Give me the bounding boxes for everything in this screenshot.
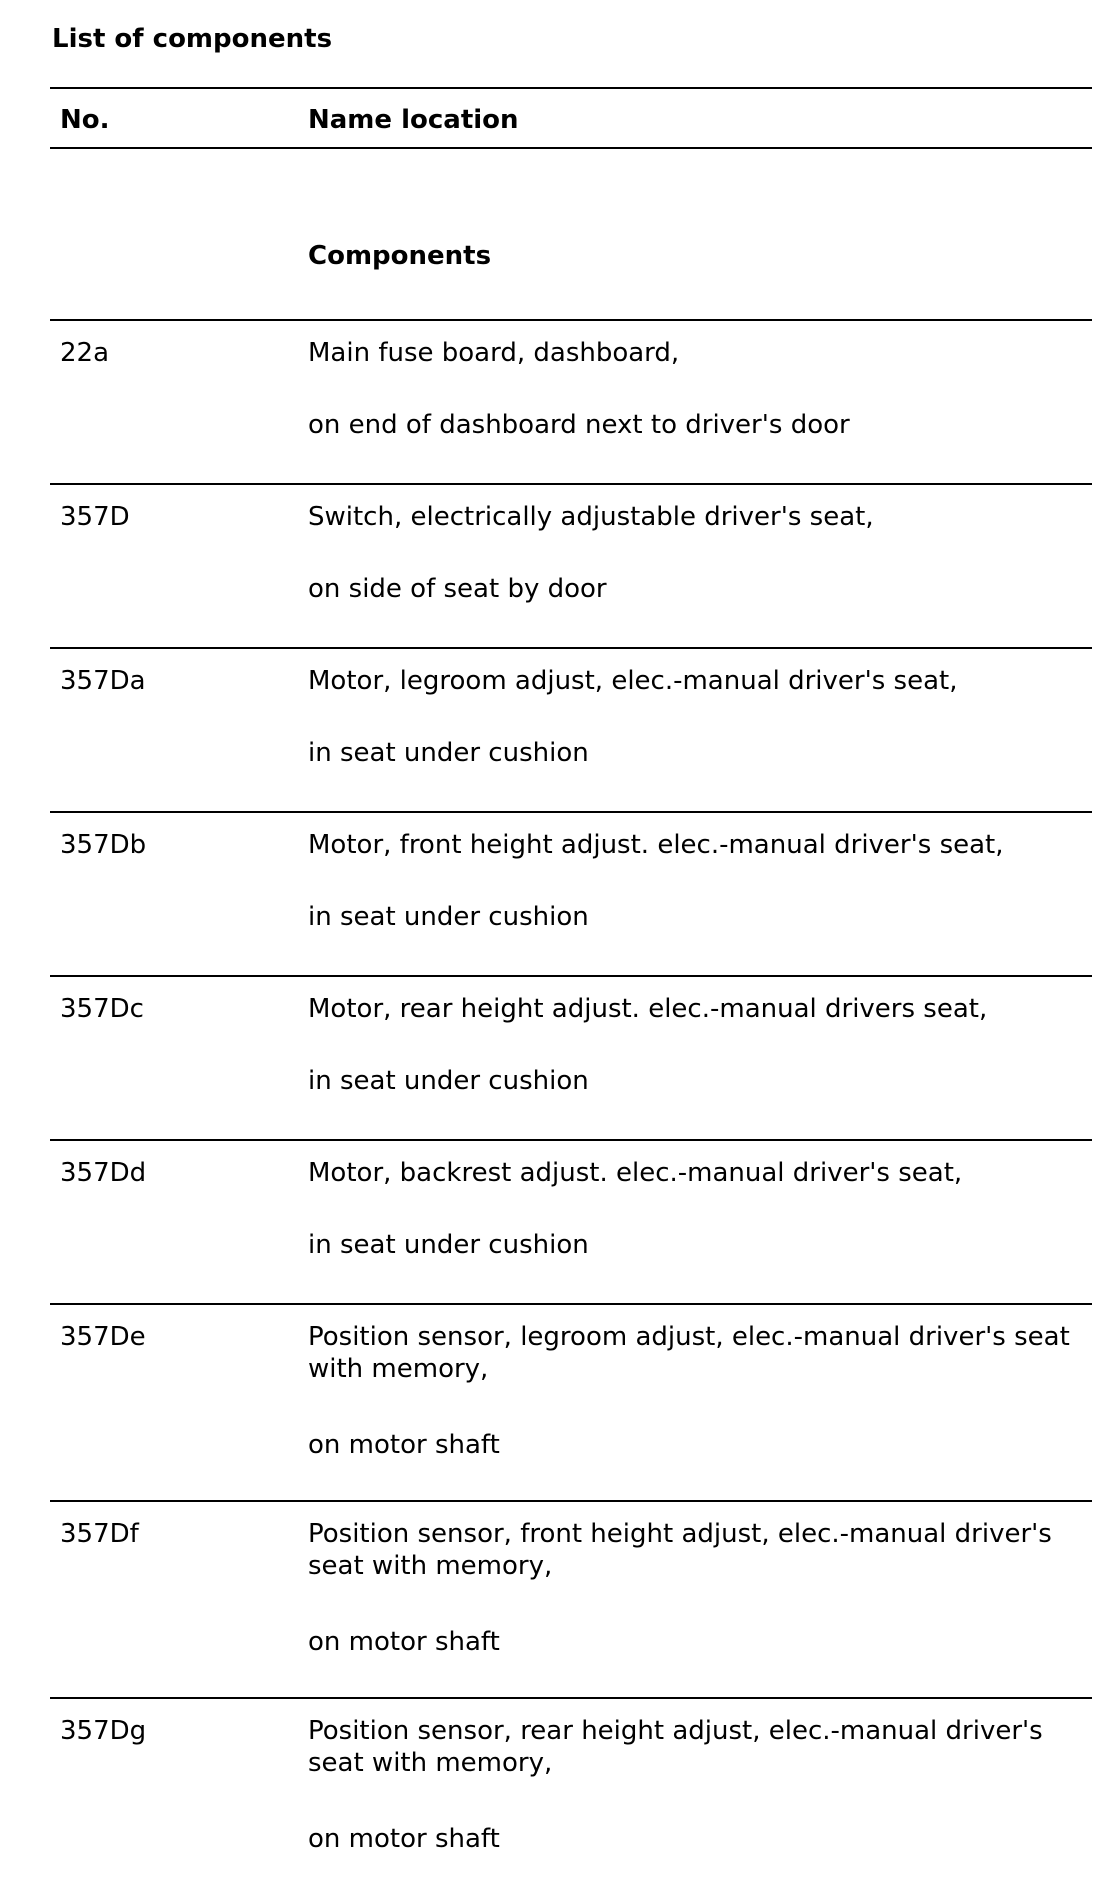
table-row — [50, 1141, 1092, 1303]
component-location: on end of dashboard next to driver's door — [308, 410, 850, 440]
component-location: in seat under cushion — [308, 1230, 589, 1260]
component-location: on side of seat by door — [308, 574, 607, 604]
component-number: 357Df — [60, 1519, 139, 1549]
component-location: in seat under cushion — [308, 902, 589, 932]
table-row — [50, 485, 1092, 647]
component-number: 357Dc — [60, 994, 144, 1024]
component-name: Main fuse board, dashboard, — [308, 338, 680, 368]
component-number: 357Dd — [60, 1158, 147, 1188]
table-row — [50, 1305, 1092, 1500]
component-name: Motor, front height adjust. elec.-manual driver's seat, — [308, 830, 1004, 860]
section-heading-row — [50, 149, 1092, 319]
component-location: on motor shaft — [308, 1627, 500, 1657]
section-label: Components — [308, 241, 492, 271]
component-name: Position sensor, rear height adjust, elec.-manual driver's seat with memory, — [308, 1716, 1043, 1778]
table-row — [50, 977, 1092, 1139]
component-number: 357Dg — [60, 1716, 147, 1746]
table-row — [50, 1502, 1092, 1697]
components-table — [50, 87, 1092, 1894]
component-name: Motor, legroom adjust, elec.-manual driver's seat, — [308, 666, 958, 696]
table-row — [50, 321, 1092, 483]
component-name: Motor, backrest adjust. elec.-manual driver's seat, — [308, 1158, 963, 1188]
header-name-location: Name location — [308, 105, 519, 135]
component-name: Switch, electrically adjustable driver's seat, — [308, 502, 874, 532]
component-name: Position sensor, legroom adjust, elec.-manual driver's seat with memory, — [308, 1322, 1070, 1384]
component-number: 357Da — [60, 666, 146, 696]
page-title: List of components — [52, 24, 333, 54]
header-no: No. — [60, 105, 110, 135]
component-name: Position sensor, front height adjust, elec.-manual driver's seat with memory, — [308, 1519, 1052, 1581]
table-header — [50, 89, 1092, 147]
component-number: 357De — [60, 1322, 146, 1352]
component-name: Motor, rear height adjust. elec.-manual drivers seat, — [308, 994, 988, 1024]
component-location: on motor shaft — [308, 1430, 500, 1460]
component-location: on motor shaft — [308, 1824, 500, 1854]
component-number: 357D — [60, 502, 130, 532]
component-location: in seat under cushion — [308, 738, 589, 768]
table-row — [50, 1699, 1092, 1894]
table-row — [50, 649, 1092, 811]
component-location: in seat under cushion — [308, 1066, 589, 1096]
table-row — [50, 813, 1092, 975]
component-number: 22a — [60, 338, 110, 368]
component-number: 357Db — [60, 830, 147, 860]
